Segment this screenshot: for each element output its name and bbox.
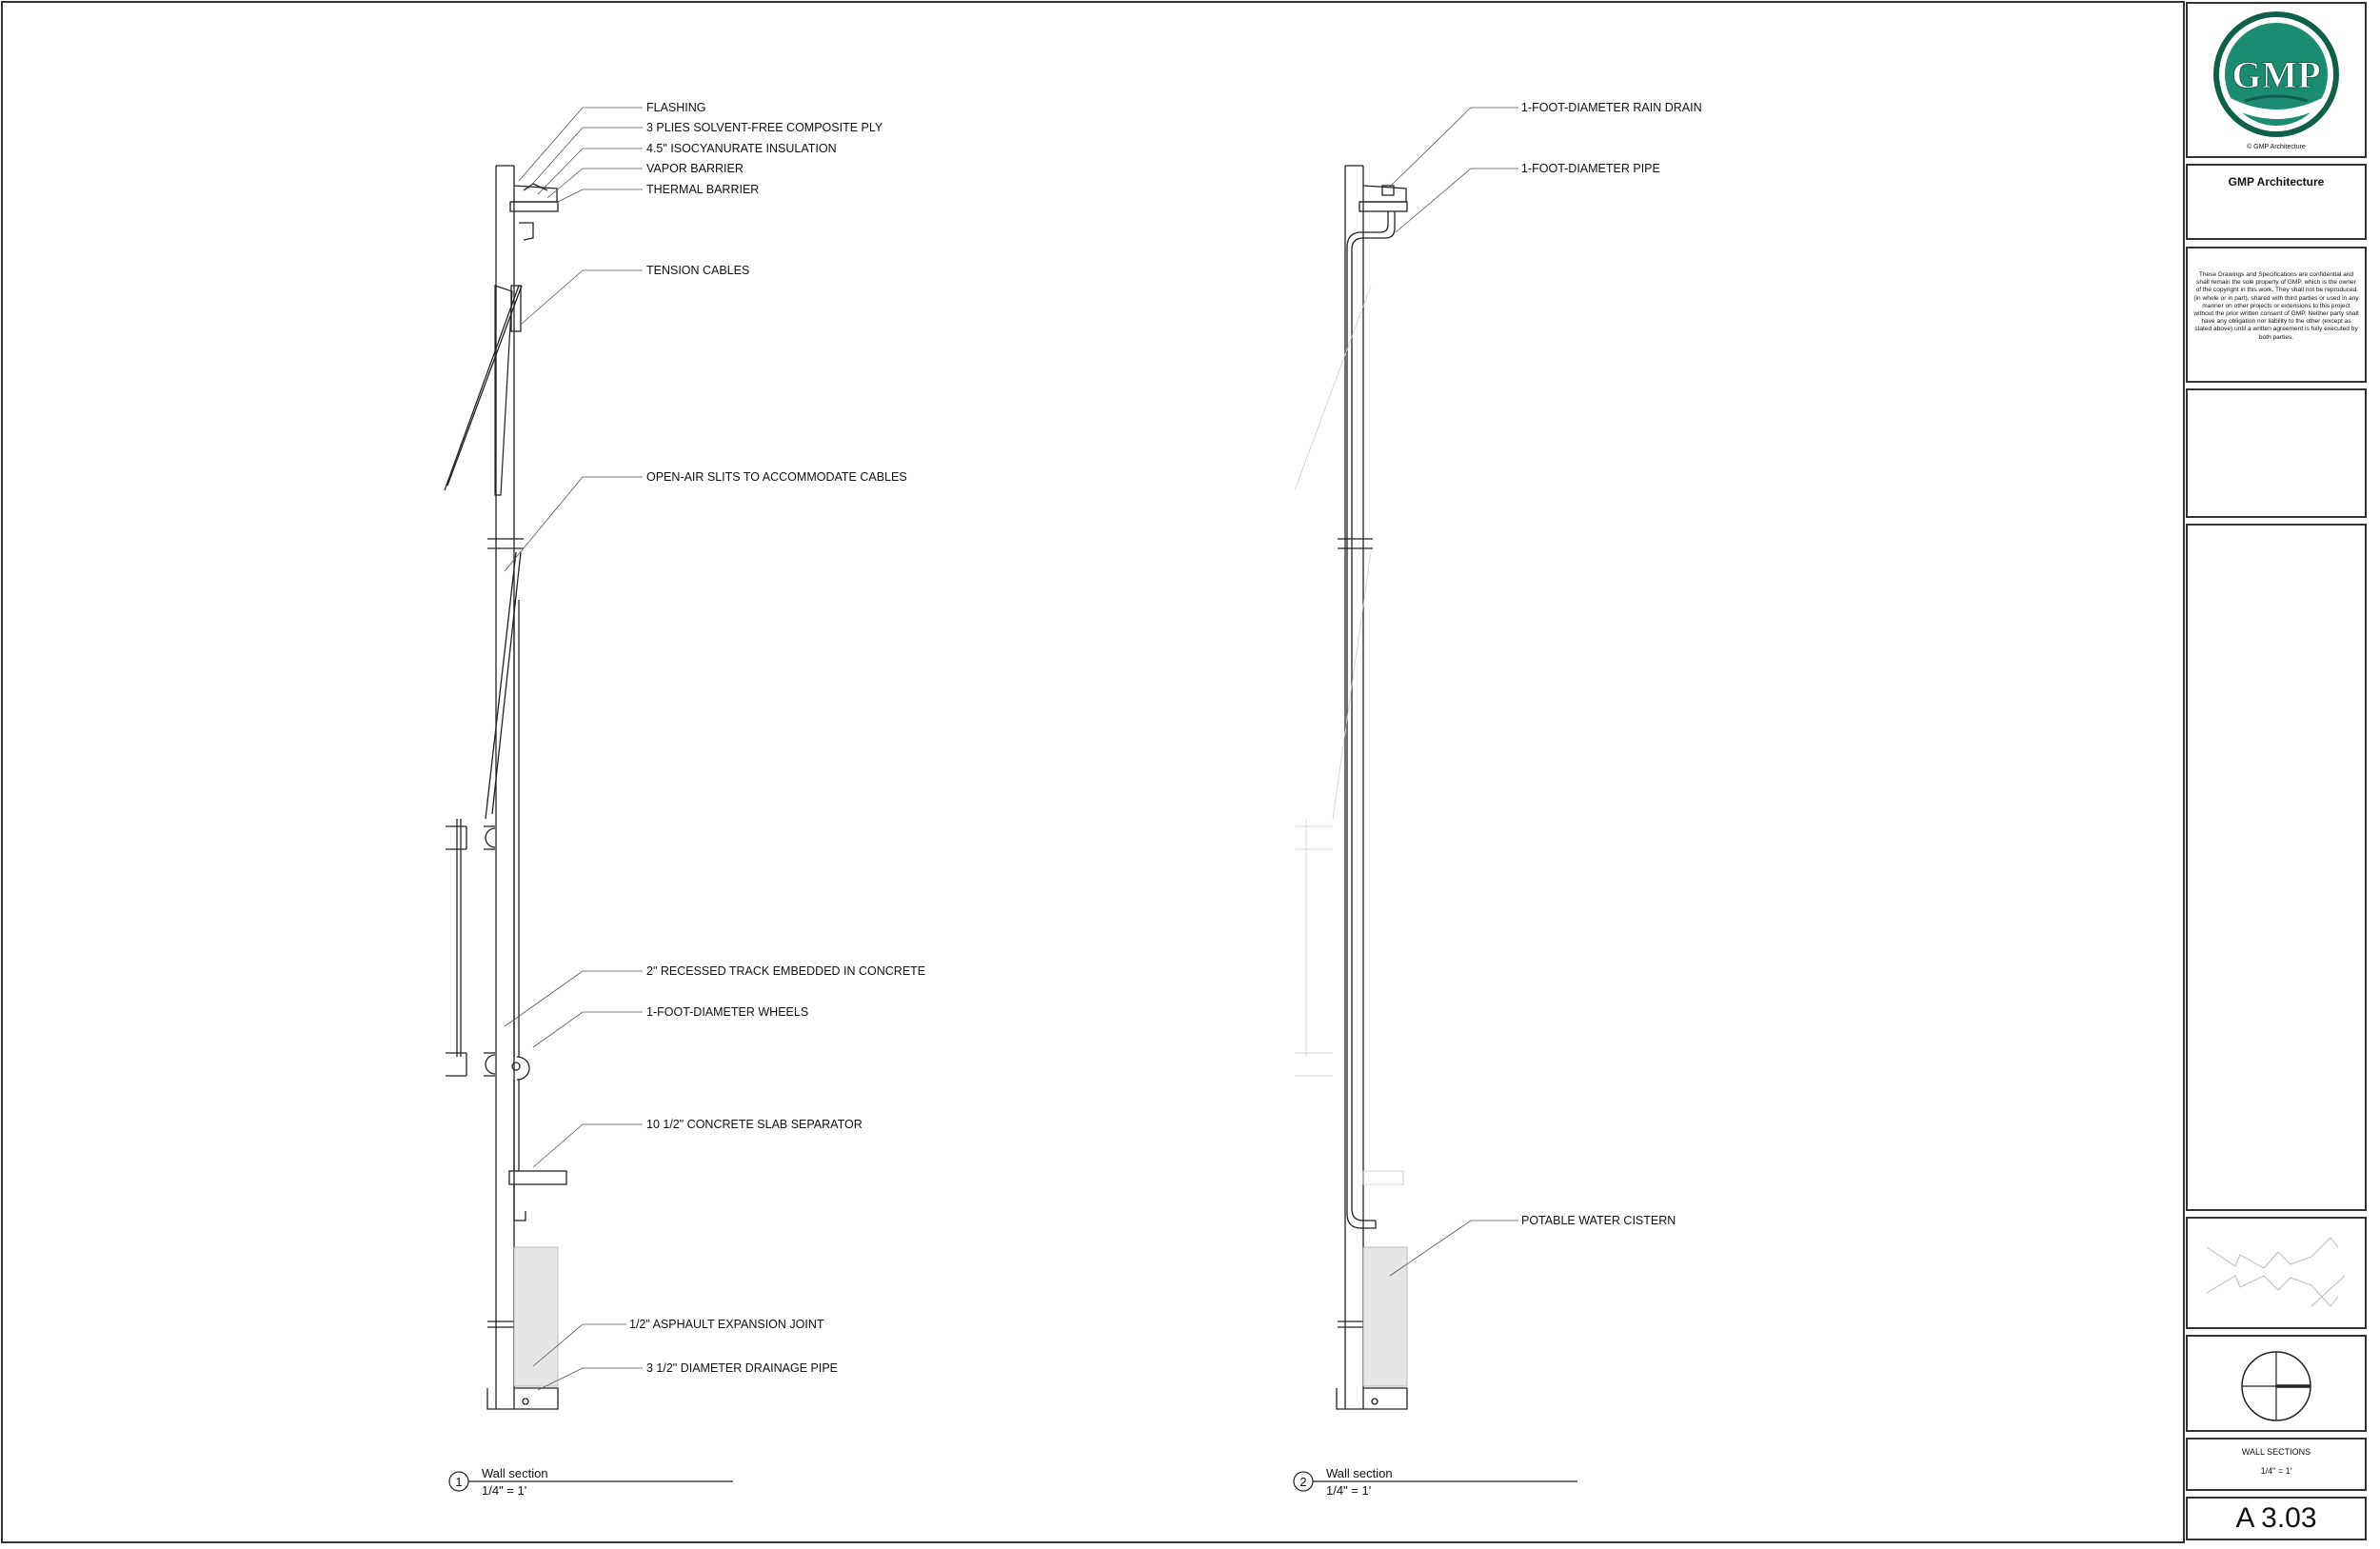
blank-box-1 <box>2186 388 2367 518</box>
logo-text: GMP <box>2231 53 2321 96</box>
confidentiality-box <box>2186 247 2367 383</box>
section-1-leaders <box>505 108 643 1390</box>
wall-section-1-drawing <box>445 166 566 1409</box>
section-2-title: Wall section <box>1326 1466 1393 1480</box>
note-tension-cables: TENSION CABLES <box>646 264 750 277</box>
section-2-leaders <box>1390 108 1518 1276</box>
note-wheels: 1-FOOT-DIAMETER WHEELS <box>646 1005 809 1019</box>
section-1-number: 1 <box>455 1475 463 1489</box>
sheet-scale: 1/4" = 1' <box>2260 1466 2292 1476</box>
wall-section-2-drawing <box>1337 166 1407 1409</box>
note-composite-ply: 3 PLIES SOLVENT-FREE COMPOSITE PLY <box>646 121 883 134</box>
key-plan-box <box>2186 1217 2367 1329</box>
section-1-title: Wall section <box>482 1466 548 1480</box>
sheet-title: WALL SECTIONS <box>2241 1447 2311 1457</box>
note-open-air-slits: OPEN-AIR SLITS TO ACCOMMODATE CABLES <box>646 470 907 484</box>
blank-box-2 <box>2186 524 2367 1211</box>
note-slab-separator: 10 1/2" CONCRETE SLAB SEPARATOR <box>646 1118 863 1131</box>
north-arrow-box <box>2186 1335 2367 1432</box>
section-1-scale: 1/4" = 1' <box>482 1483 527 1498</box>
note-vapor-barrier: VAPOR BARRIER <box>646 162 744 175</box>
note-thermal-barrier: THERMAL BARRIER <box>646 183 760 196</box>
sheet-border <box>2 2 2184 1542</box>
confidentiality-text: These Drawings and Specifications are confidential and shall remain the sole property of GMP, which is the owner of the copyright in this work. They shall not be reproduced (in whole or in part), shared with third parties or used in any manner on other projects or extensions to this project without the prior written consent of GMP. Neither party shall have any obligation nor liability to the other (except as stated above) until a written agreement is fully executed by both parties. <box>2193 271 2359 341</box>
section-2-scale: 1/4" = 1' <box>1326 1483 1372 1498</box>
north-arrow <box>2188 1337 2365 1430</box>
section-2-ghost-lines <box>1295 286 1403 1184</box>
logo-box <box>2186 2 2367 158</box>
cistern-fill-2 <box>1363 1247 1407 1386</box>
note-expansion-joint: 1/2" ASPHAULT EXPANSION JOINT <box>629 1318 824 1331</box>
note-recessed-track: 2" RECESSED TRACK EMBEDDED IN CONCRETE <box>646 964 926 978</box>
gmp-logo <box>2188 8 2365 141</box>
firm-name: GMP Architecture <box>2228 175 2325 189</box>
section-2-number: 2 <box>1299 1475 1307 1489</box>
note-rain-drain: 1-FOOT-DIAMETER RAIN DRAIN <box>1521 101 1702 114</box>
cistern-fill-1 <box>514 1247 558 1386</box>
note-cistern: POTABLE WATER CISTERN <box>1521 1214 1676 1227</box>
note-drainage-pipe: 3 1/2" DIAMETER DRAINAGE PIPE <box>646 1361 839 1375</box>
copyright-text: © GMP Architecture <box>2247 144 2306 150</box>
sheet-number: A 3.03 <box>2235 1502 2317 1534</box>
key-plan <box>2188 1219 2365 1327</box>
firm-box <box>2186 164 2367 240</box>
note-flashing: FLASHING <box>646 101 706 114</box>
sheet-title-box <box>2186 1438 2367 1491</box>
sheet-number-box <box>2186 1497 2367 1540</box>
note-insulation: 4.5" ISOCYANURATE INSULATION <box>646 142 837 155</box>
note-pipe: 1-FOOT-DIAMETER PIPE <box>1521 162 1660 175</box>
